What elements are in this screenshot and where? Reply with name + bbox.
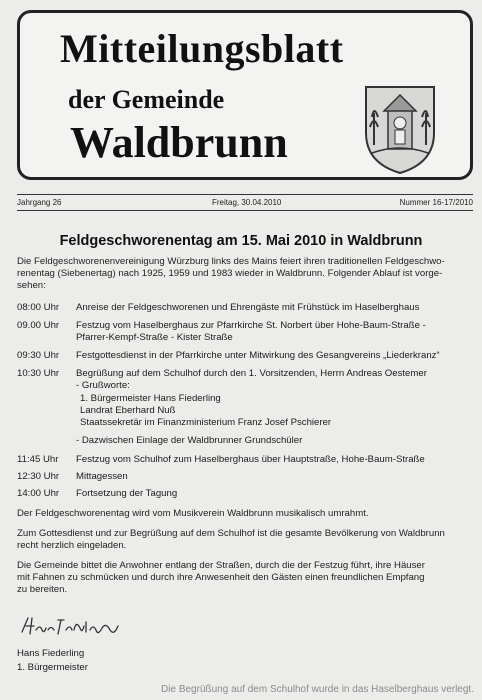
interlude-text: - Dazwischen Einlage der Waldbrunner Grundschüler [76, 435, 303, 446]
intro-line: sehen: [17, 280, 46, 291]
request-line: mit Fahnen zu schmücken und durch ihre Anwesenheit den Gästen einen freundlichen Empfang [17, 572, 425, 583]
masthead-name: Waldbrunn [70, 118, 288, 167]
schedule-text: - Grußworte: [76, 380, 130, 391]
invitation-line: Zum Gottesdienst und zur Begrüßung auf dem Schulhof ist die gesamte Bevölkerung von Waldbrunn [17, 528, 445, 539]
signer-name: Hans Fiederling [17, 648, 85, 659]
request-line: Die Gemeinde bittet die Anwohner entlang der Straßen, durch die der Festzug führt, ihre Häuser [17, 560, 425, 571]
masthead-title: Mitteilungsblatt [60, 26, 344, 71]
invitation-line: recht herzlich eingeladen. [17, 540, 127, 551]
bottom-rule [17, 210, 473, 211]
handwritten-signature [18, 614, 128, 638]
masthead-subtitle: der Gemeinde [68, 85, 225, 114]
schedule-text: Begrüßung auf dem Schulhof durch den 1. Vorsitzenden, Herrn Andreas Oestemer [76, 368, 427, 379]
schedule-time: 12:30 Uhr [17, 471, 60, 482]
greeting-speaker: Landrat Eberhard Nuß [80, 405, 176, 416]
schedule-time: 08:00 Uhr [17, 302, 60, 313]
date-label: Freitag, 30.04.2010 [212, 198, 282, 207]
masthead [17, 10, 473, 180]
schedule-text: Anreise der Feldgeschworenen und Ehrengäste mit Frühstück im Haselberghaus [76, 302, 420, 313]
schedule-time: 09:30 Uhr [17, 350, 60, 361]
top-rule [17, 194, 473, 195]
schedule-text: Festzug vom Haselberghaus zur Pfarrkirche St. Norbert über Hohe-Baum-Straße - [76, 320, 426, 331]
request-line: zu bereiten. [17, 584, 68, 595]
volume-label: Jahrgang 26 [17, 198, 62, 207]
music-note: Der Feldgeschworenentag wird vom Musikverein Waldbrunn musikalisch umrahmt. [17, 508, 369, 519]
coat-of-arms-icon [362, 83, 438, 175]
schedule-time: 09.00 Uhr [17, 320, 60, 331]
schedule-time: 11:45 Uhr [17, 454, 59, 465]
schedule-text: Festgottesdienst in der Pfarrkirche unter Mitwirkung des Gesangvereins „Liederkranz“ [76, 350, 440, 361]
schedule-time: 14:00 Uhr [17, 488, 60, 499]
intro-line: renentag (Siebenertag) nach 1925, 1959 und 1983 wieder in Waldbrunn. Folgender Ablauf ist vorge- [17, 268, 443, 279]
greeting-speaker: 1. Bürgermeister Hans Fiederling [80, 393, 221, 404]
photo-caption: Die Begrüßung auf dem Schulhof wurde in das Haselberghaus verlegt. [161, 684, 474, 695]
schedule-text: Festzug vom Schulhof zum Haselberghaus über Hauptstraße, Hohe-Baum-Straße [76, 454, 425, 465]
schedule-text: Pfarrer-Kempf-Straße - Kister Straße [76, 332, 233, 343]
greeting-speaker: Staatssekretär im Finanzministerium Franz Josef Pschierer [80, 417, 332, 428]
intro-line: Die Feldgeschworenenvereinigung Würzburg links des Mains feiert ihren traditionellen Feldgeschwo- [17, 256, 445, 267]
schedule-text: Mittagessen [76, 471, 128, 482]
schedule-text: Fortsetzung der Tagung [76, 488, 178, 499]
article-headline: Feldgeschworenentag am 15. Mai 2010 in Waldbrunn [59, 233, 423, 249]
signer-title: 1. Bürgermeister [17, 662, 88, 673]
issue-label: Nummer 16-17/2010 [399, 198, 473, 207]
schedule-time: 10:30 Uhr [17, 368, 60, 379]
